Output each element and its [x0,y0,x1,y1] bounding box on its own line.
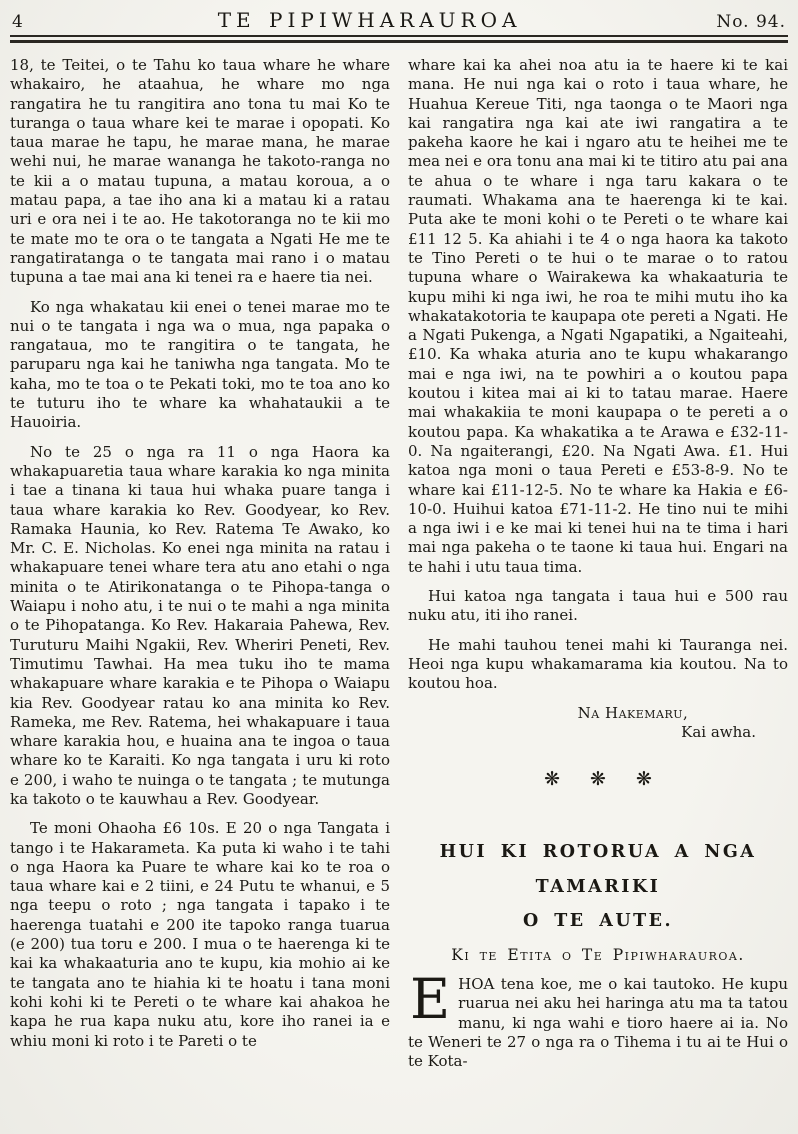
article-opening-text: HOA tena koe, me o kai tautoko. He kupu ruarua nei aku hei haringa atu ma ta tatou manu, ki nga wahi e tioro haere ai ia. No te Weneri te 27 o nga ra o Tihema i tu ai te Hui o te Kota- [408,975,788,1071]
paragraph: He mahi tauhou tenei mahi ki Tauranga nei. Heoi nga kupu whakamarama kia koutou. Na to koutou hoa. [408,635,788,693]
signature-name: Na Hakemaru, [577,703,689,722]
page-number: 4 [12,12,23,32]
issue-number: No. 94. [716,12,786,32]
header-rule-thick [10,40,788,43]
rosette-ornament-row: ❋ ❋ ❋ [544,768,652,791]
article-heading-line2: O TE AUTE. [522,910,674,931]
page-header [10,6,788,32]
paragraph: Ko nga whakatau kii enei o tenei marae mo te nui o te tangata i nga wa o mua, nga papaka o rangataua, mo te rangitira o te tangata, he paruparu nga kai he taniwha nga tangata. Mo te kaha, mo te toa o te Pekati toki, mo te toa ano ko te tuturu iho te whare ka whahataukii a te Hauoiria. [10,297,390,432]
masthead-title: TE PIPIWHARAUROA [217,8,522,32]
article-heading [408,835,788,937]
paragraph: No te 25 o nga ra 11 o nga Haora ka whakapuaretia taua whare karakia ko nga minita i tae a tinana ki taua hui whaka puare tanga i taua whare karakia ko Rev. Goodyear, ko Rev. Ramaka Haunia, ko Rev. Ratema Te Awako, ko Mr. C. E. Nicholas. Ko enei nga minita na ratau i whakapuare tenei whare tera atu ano etahi o nga minita o te Atirikonatanga o te Pihopa-tanga o Waiapu i noho atu, i te nui o te mahi a nga minita o te Pihopatanga. Ko Rev. Hakaraia Pahewa, Rev. Turuturu Maihi Ngakii, Rev. Wheriri Peneti, Rev. Timutimu Tawhai. Ha mea tuku iho te mama whakapuare whare karakia e te Pihopa o Waiapu kia Rev. Goodyear ratau ko ana minita ko Rev. Rameka, me Rev. Ratema, hei whakapuare i taua whare karakia hou, e huaina ana te ingoa o taua whare ko te Karaiti. Ko nga tangata i uru ki roto e 200, i waho te nuinga o te tangata ; te mutunga ka takoto o te kauwhau a Rev. Goodyear. [10,442,390,808]
paragraph: Hui katoa nga tangata i taua hui e 500 rau nuku atu, iti iho ranei. [408,587,788,625]
paragraph: Te moni Ohaoha £6 10s. E 20 o nga Tangata i tango i te Hakarameta. Ka puta ki waho i te tahi o nga Haora ka Puare te whare kai ko te roa o taua whare kai e 2 tiini, e 24 Putu te whanui, e 5 nga teepu o roto ; nga tangata i tapako i te haerenga tuatahi e 200 ite tapoko ranga tuarua (e 200) tua toru e 200. I mua o te haerenga ki te kai ka whakaaturia ano te kupu, kia mohio ai ke te tangata ano te hiahia ki te hoatu i tana moni kohi kohi ki te Pereti o te whare kai ahakoa he kapa he rua kapa nuku atu, kore iho ranei ia e whiu moni ki roto i te Pareti o te [10,819,390,1050]
right-column [408,56,788,1082]
header-rule-thin [10,35,788,37]
signature-role: Kai awha. [681,722,756,741]
paragraph: 18, te Teitei, o te Tahu ko taua whare he whare whakairo, he ataahua, he whare mo nga rangatira he tu rangitira ano tona tu mai Ko te turanga o taua whare kei te marae i opopati. Ko taua marae he tapu, he marae mana, he marae wehi nui, he marae wananga he takoto-ranga no te kii a o matau tupuna, a matau koroua, a o matau papa, a tae iho ana ki a matau ki a ratau uri e ora nei i te ao. He takotoranga no te kii mo te mate mo te ora o te tangata a Ngati He me te rangatiratanga o te tangata mai rano i o matau tupuna a tae mai ana ki tenei ra e haere tia nei. [10,56,390,287]
paragraph: whare kai ka ahei noa atu ia te haere ki te kai mana. He nui nga kai o roto i taua whare, he Huahua Kereue Titi, nga taonga o te Maori nga kai rangatira nga kai ate iwi rangatira a te pakeha kaore he kai i ngaro atu te heihei me te mea nei e ora tonu ana mai ki te titiro atu pai ana te ahua o te whare i nga taru kakara o te raumati. Whakama ana te haerenga ki te kai. Puta ake te moni kohi o te Pereti o te whare kai £11 12 5. Ka ahiahi i te 4 o nga haora ka takoto te Tino Pereti o te hui o te marae o to ratou tupuna whare o Wairakewa ka whakaaturia te kupu mihi ki nga iwi, he roa te mihi mutu iho ka whakatakotoria te kaupapa ote pereti a Ngati. He a Ngati Pukenga, a Ngati Ngapatiki, a Ngaiteahi, £10. Ka whaka aturia ano te kupu whakarango mai e nga iwi, na te powhiri a o koutou papa koutou i kitea mai ai ki to tatau marae. Haere mai whakakiia te moni kaupapa o te pereti a o koutou papa. Ka whakatika a te Arawa e £32-11-0. Na ngaiterangi, £20. Na Ngati Awa. £1. Hui katoa nga moni o taua Pereti e £53-8-9. No te whare kai £11-12-5. No te whare ka Hakia e £6-10-0. Huihui katoa £71-11-2. He tino nui te mihi a nga iwi i e ke mai ki tenei hui na te tima i hari mai nga pakeha o te taone ki taua hui. Engari na te hahi i utu taua tima. [408,56,788,576]
article-heading-line1: HUI KI ROTORUA A NGA TAMARIKI [439,842,757,897]
left-column [10,56,390,1082]
article-opening-paragraph [408,967,788,1071]
article-subheading: Ki te Etita o Te Pipiwharauroa. [451,945,745,964]
column-container [10,56,788,1082]
drop-cap: E [410,967,451,1032]
